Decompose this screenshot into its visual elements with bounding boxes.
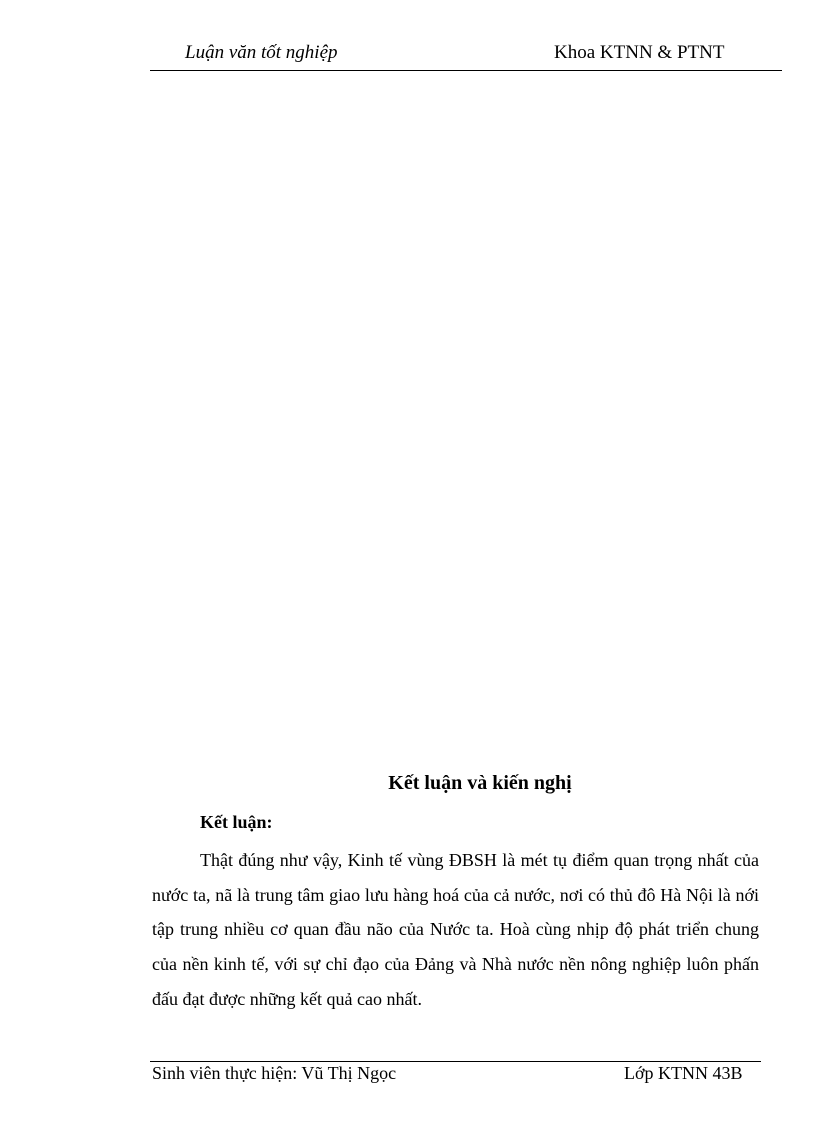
conclusion-subheading: Kết luận: [200,812,273,832]
footer-class-label: Lớp KTNN 43B [624,1063,743,1083]
header-thesis-label: Luận văn tốt nghiệp [185,42,338,63]
conclusion-paragraph: Thật đúng như vậy, Kinh tế vùng ĐBSH là mét tụ điểm quan trọng nhất của nước ta, nã là trung tâm giao lưu hàng hoá của cả nước, nơi có thủ đô Hà Nội là nới tập trung nhiều cơ quan đầu não của Nước ta. Hoà cùng nhịp độ phát triển chung của nền kinh tế, với sự chỉ đạo của Đảng và Nhà nước nền nông nghiệp luôn phấn đấu đạt được những kết quả cao nhất. [152,850,759,1009]
section-title: Kết luận và kiến nghị [388,772,572,794]
footer-student-label: Sinh viên thực hiện: Vũ Thị Ngọc [152,1063,397,1083]
header-divider [150,70,782,71]
footer-divider [150,1061,761,1062]
header-faculty-label: Khoa KTNN & PTNT [554,42,725,63]
